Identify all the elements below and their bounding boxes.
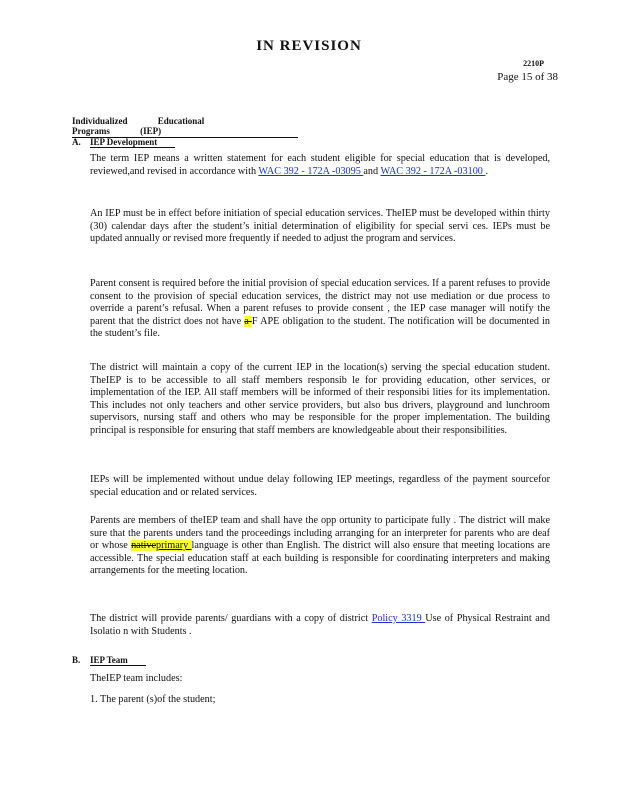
paragraph-iep-copy: The district will maintain a copy of the current IEP in the location(s) serving the special education student. TheIEP is to be accessible to all staff members responsib le for providing education, other services, or implementation of the IEP. All staff members will be informed of their responsibi lities for its implementation. This includes not only teachers and other service providers, but also bus drivers, playground and lunchroom supervisors, nursing staff and others who may be responsible for the proper implementation. The building principal is responsible for ensuring that staff members are knowledgeable about their responsibilities. (90, 362, 550, 436)
subheading-b (72, 655, 146, 665)
deleted-text: native (131, 540, 156, 552)
wac-link-1[interactable]: WAC 392 - 172A -03095 (258, 165, 364, 177)
paragraph-policy (90, 613, 550, 638)
paragraph-text: The term IEP means a written statement for each student eligible for special education that is developed, reviewed,and revised in accordance with (90, 153, 550, 177)
subheading-a (72, 137, 175, 147)
paragraph-parent-consent (90, 278, 550, 341)
paragraph-text: Use of Physical Restraint and Isolatio n with Students . (90, 613, 550, 637)
paragraph-text: Parents are members of theIEP team and shall have the opp ortunity to participate fully . The district will make sure that the parents unders tand the proceedings including arranging for an interpreter for parents who are deaf or whose (90, 515, 550, 552)
paragraph-parents-members (90, 515, 550, 578)
subheading-letter: A. (72, 137, 81, 147)
wac-link-2[interactable]: WAC 392 - 172A -03100 (380, 165, 486, 177)
document-number: 2210P (523, 59, 544, 68)
section-word-3: Programs (72, 126, 110, 136)
section-word-4: (IEP) (140, 126, 162, 136)
subheading-label: IEP Development (90, 137, 175, 148)
paragraph-text: Parent consent is required before the initial provision of special education services. If a parent refuses to provide consent to the provision of special education services, the district may not use mediation or due process to override a parent’s refusal. When a parent refuses to provide consent , the IEP case manager will notify the parent that the district does not have (90, 278, 550, 327)
paragraph-text: F APE obligation to the student. The notification will be documented in the student’s file. (90, 315, 550, 340)
section-word-1: Individualized (72, 116, 128, 126)
inserted-text: primary (155, 540, 192, 552)
paragraph-team-includes: TheIEP team includes: (90, 673, 183, 684)
subheading-letter: B. (72, 655, 81, 665)
paragraph-text: and (363, 165, 381, 177)
page-number: Page 15 of 38 (497, 71, 558, 83)
subheading-label: IEP Team (90, 655, 146, 666)
policy-link[interactable]: Policy 3319 (371, 613, 426, 624)
paragraph-text: . (485, 165, 488, 177)
section-heading (72, 116, 298, 138)
deleted-text: a (244, 315, 252, 327)
paragraph-text: The district will provide parents/ guardians with a copy of district (90, 613, 372, 624)
section-word-2: Educational (157, 116, 205, 126)
list-item-parent: 1. The parent (s)of the student; (90, 694, 216, 705)
paragraph-text: language is other than English. The district will also ensure that meeting locations are accessible. The special education staff at each building is responsible for coordinating interpreters and making arrangements for the meeting location. (90, 540, 550, 577)
paragraph-implementation: IEPs will be implemented without undue delay following IEP meetings, regardless of the payment sourcefor special education and or related services. (90, 474, 550, 498)
page-title: IN REVISION (256, 38, 362, 54)
paragraph-iep-effect: An IEP must be in effect before initiation of special education services. TheIEP must be developed within thirty (30) calendar days after the student’s initial determination of eligibility for special servi ces. IEPs must be updated annually or revised more frequently if needed to adjust the program and services. (90, 208, 550, 245)
paragraph-iep-definition (90, 153, 550, 178)
